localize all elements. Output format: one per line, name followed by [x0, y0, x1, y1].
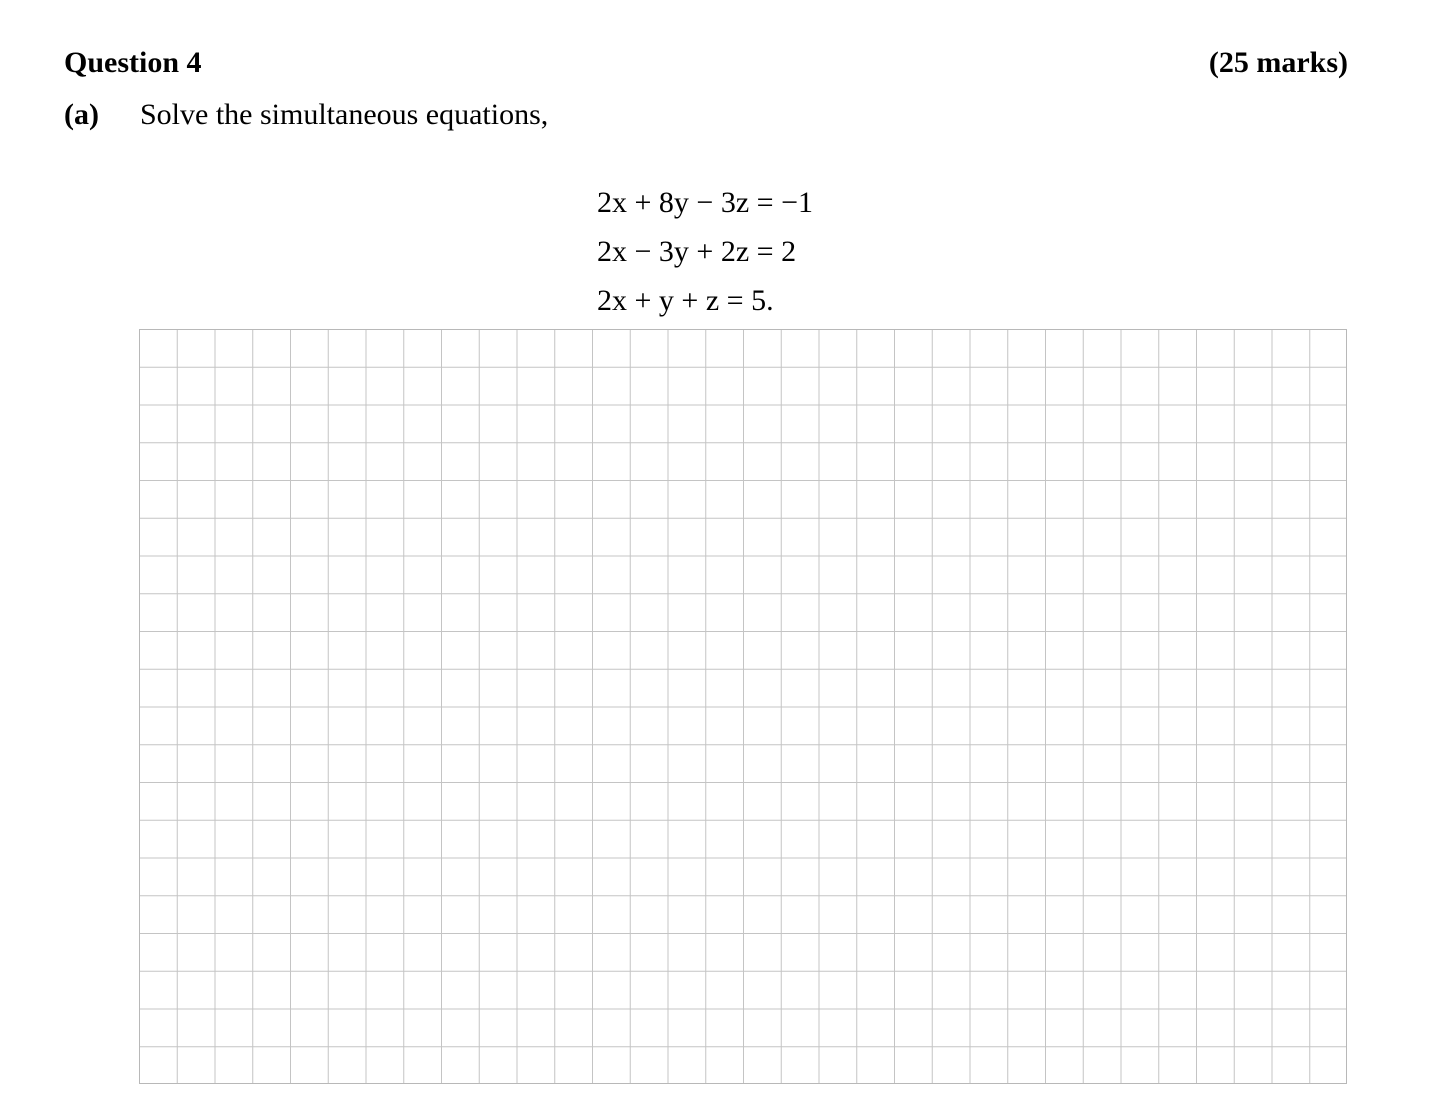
equation-3: 2x + y + z = 5. [597, 284, 774, 317]
equation-1: 2x + 8y − 3z = −1 [597, 186, 813, 219]
part-a-instruction: Solve the simultaneous equations, [140, 98, 549, 131]
question-title: Question 4 [64, 46, 202, 79]
question-marks: (25 marks) [1208, 46, 1348, 79]
equation-2: 2x − 3y + 2z = 2 [597, 235, 797, 268]
answer-grid[interactable] [139, 329, 1347, 1084]
part-a-label: (a) [64, 98, 99, 131]
equation-system [597, 178, 813, 325]
